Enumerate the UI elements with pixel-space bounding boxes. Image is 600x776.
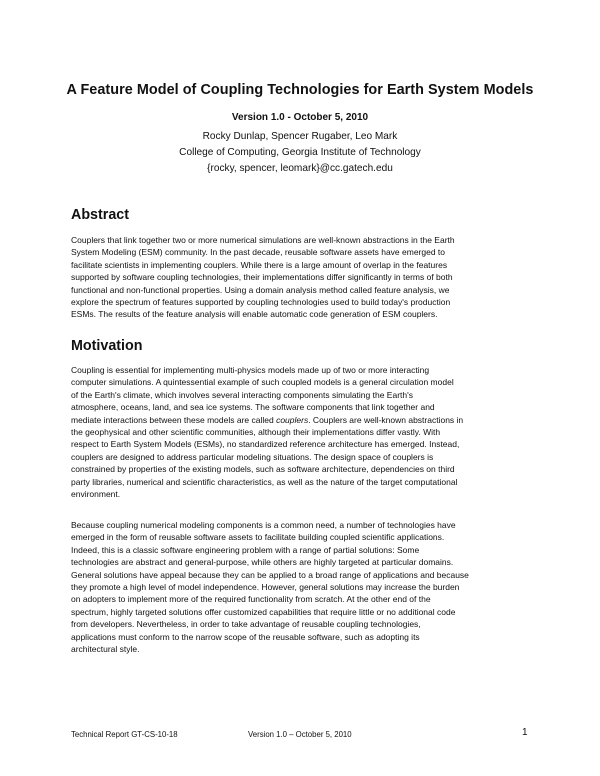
motivation-line: couplers are designed to address particular modeling situations. The design space of couplers is [71, 451, 434, 462]
motivation-line: constrained by properties of the existing models, such as software architecture, dependencies on third [71, 464, 455, 475]
abstract-line: Couplers that link together two or more numerical simulations are well-known abstractions in the Earth [71, 235, 455, 245]
motivation-line: technologies are abstract and general-purpose, while others are highly targeted at particular domains. [71, 557, 454, 568]
motivation-line: party libraries, numerical and scientific characteristics, as well as the nature of the target computational [71, 476, 458, 487]
emails: {rocky, spencer, leomark}@cc.gatech.edu [207, 163, 393, 174]
abstract-line: ESMs. The results of the feature analysis will enable automatic code generation of ESM couplers. [71, 309, 438, 320]
motivation-paragraph-1 [71, 364, 533, 500]
version-line: Version 1.0 - October 5, 2010 [231, 112, 369, 123]
abstract-heading: Abstract [71, 207, 129, 223]
motivation-line: emerged in the form of reusable software assets to facilitate building coupled scientific applications. [71, 532, 445, 543]
abstract-paragraph [71, 234, 533, 321]
page-number: 1 [522, 727, 528, 738]
motivation-line: General solutions have appeal because they can be applied to a broad range of applications and because [71, 569, 469, 580]
abstract-line: functional and non-functional properties. Using a domain analysis method called feature analysis, we [71, 284, 450, 295]
abstract-line: System Modeling (ESM) community. In the past decade, reusable software assets have emerged to [71, 247, 446, 258]
authors: Rocky Dunlap, Spencer Rugaber, Leo Mark [202, 131, 398, 142]
footer-report-id: Technical Report GT-CS-10-18 [71, 730, 178, 739]
motivation-line: Because coupling numerical modeling components is a common need, a number of technologies have [71, 520, 456, 530]
motivation-line: Coupling is essential for implementing multi-physics models made up of two or more interacting [71, 365, 430, 375]
motivation-paragraph-2 [71, 519, 533, 655]
footer-version: Version 1.0 – October 5, 2010 [248, 730, 352, 739]
motivation-line: atmosphere, oceans, land, and sea ice systems. The software components that link together and [71, 402, 435, 413]
abstract-line: explore the spectrum of features supported by coupling technologies used to build today's production [71, 297, 451, 308]
abstract-line: supported by software coupling technologies, their implementations differ significantly in terms of both [71, 272, 453, 283]
motivation-line: Indeed, this is a classic software engineering problem with a range of partial solutions: Some [71, 544, 420, 555]
text-fragment: . Couplers are well-known abstractions in [308, 414, 464, 425]
motivation-line: spectrum, highly targeted solutions offer customized capabilities that require little or no additional code [71, 606, 456, 617]
motivation-line: from developers. Nevertheless, in order to take advantage of reusable coupling technologies, [71, 619, 421, 630]
motivation-line: environment. [71, 489, 121, 500]
abstract-line: facilitate scientists in implementing couplers. While there is a large amount of overlap in the features [71, 259, 448, 270]
motivation-line: computer simulations. A quintessential example of such coupled models is a general circulation model [71, 377, 454, 388]
text-fragment: mediate interactions between these models are called [71, 414, 277, 425]
author-block [40, 129, 560, 177]
motivation-line: on adopters to implement more of the required functionality from scratch. At the other end of the [71, 594, 431, 605]
paper-title: A Feature Model of Coupling Technologies for Earth System Models [66, 82, 534, 98]
motivation-line: they promote a high level of model independence. However, general solutions may increase the burden [71, 582, 460, 593]
affiliation: College of Computing, Georgia Institute of Technology [179, 147, 421, 158]
motivation-line: architectural style. [71, 644, 140, 655]
motivation-line: applications must conform to the narrow scope of the reusable software, such as adopting its [71, 631, 420, 642]
motivation-line: of the Earth's climate, which involves several interacting components simulating the Earth's [71, 389, 413, 400]
emphasized-term: couplers [276, 414, 309, 425]
motivation-line-with-emphasis [71, 414, 533, 426]
motivation-line: respect to Earth System Models (ESMs), no standardized reference architecture has emerged. Instead, [71, 439, 460, 450]
motivation-heading: Motivation [71, 338, 143, 354]
motivation-line: the geophysical and other scientific communities, although their implementations differ vastly. With [71, 427, 441, 438]
